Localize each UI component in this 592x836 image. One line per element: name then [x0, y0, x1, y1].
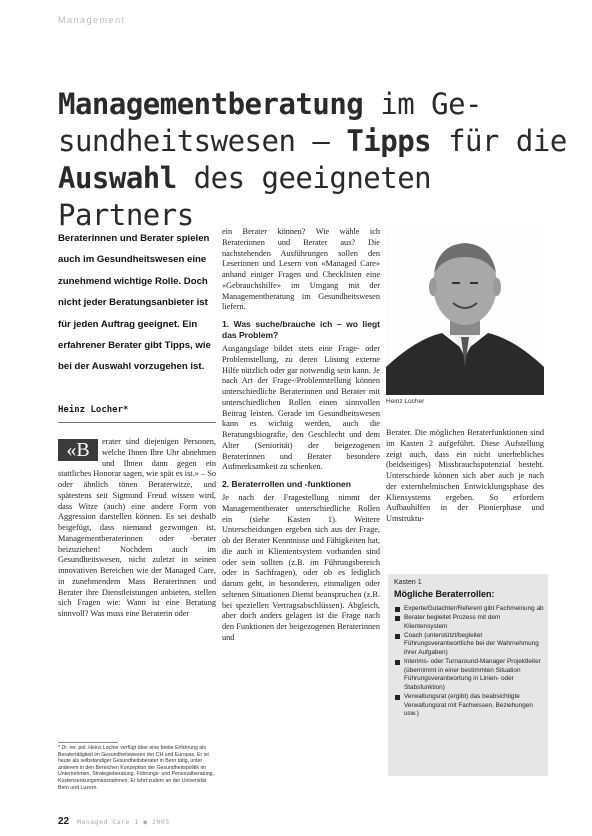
section-heading-1: 1. Was suche/brauche ich – wo liegt das Problem?	[222, 319, 380, 340]
section-rubric: Management	[58, 15, 126, 25]
box-label: Kasten 1	[394, 579, 422, 586]
column-1-text: erater sind diejenigen Personen, welche Ihnen Ihre Uhr abnehmen und Ihnen dann gegen ein stattliches Honorar sagen, wie spät es ist.» – So oder ähnlich tönen Beraterwitze, und spätestens seit Sigmund Freud wissen wird, dass Witze (auch) eine andere Form von Aggression darstellen können. Es sei deshalb beigefügt, dass niemand gezwungen ist, Managementberaterinnen oder -berater beizuziehen! Nochdem auch im Gesundheitswesen, nicht zuletzt in seinen innovativen Bereichen wie der Managed Care, in zunehmendem Mass Beraterinnen und Berater ihre Dienstleistungen anbieten, stellen sich Fragen wie: Wann ist eine Beratung sinnvoll? Was muss eine Beraterin oder	[58, 437, 216, 618]
list-item: Experte/Gutachter/Referent gibt Fachmeinung ab	[394, 605, 544, 614]
list-item: Verwaltungsrat (ergibt) das beabsichtigte Verwaltungsrat mit Fachwissen, Beziehungen usw.)	[394, 693, 544, 719]
portrait-image	[386, 227, 544, 395]
sidebar-box-beraterrollen	[388, 574, 548, 776]
article-title	[58, 86, 578, 234]
body-column-1	[58, 437, 216, 620]
author-name: Heinz Locher*	[58, 405, 129, 415]
section-1-text: Ausgangslage bildet stets eine Frage- oder Problemstellung, zu deren Lösung externe Hilfe nützlich oder gar notwendig sein kann. Je nach Art der Frage-/Problemstellung können unterschiedliche Beraterinnen und Berater mit unterschiedlichen Rollen einen sinnvollen Beitrag leisten. Gerade im Gesundheitswesen kann es wichtig werden, auch die Beratungsbiografie, den Geschlecht und dem Alter (Seniorität) der beigezogenen Beraterinnen und Berater besondere Aufmerksamkeit zu schenken.	[222, 344, 380, 472]
title-line3-bold: Auswahl	[58, 161, 177, 195]
author-footnote: * Dr. rer. pol. Heinz Locher verfügt über eine breite Erfahrung als Beratertätigkeit im Gesundheitswesen der CH und Europas. Er ist heute als selbständiger Gesundheitsberater in Bern tätig, unter anderem in den Bereichen Konzeption der Gesundheitspolitik im Unternehmen, Strategieberatung, Führungs- und Personalberatung, Kostensenkungsmassnahmen. Er lehrt zudem an der Universität Bern und Luzern.	[58, 745, 215, 791]
title-line2-start: sundheitswesen –	[58, 124, 347, 158]
body-column-3: Berater. Die möglichen Beraterfunktionen sind im Kasten 2 aufgeführt. Diese Aufstellung zeigt auch, dass ein nicht unerhebliches (beidseitiges) Missbrauchspotenzial besteht. Unterschiede können sich aber auch je nach der externhelmischen Entwicklungsphase des Kliensystems ergeben. So erfordern Aufbauhilfen in der Pionierphase und Umstruktu-	[386, 428, 544, 523]
title-line2-rest: für die	[431, 124, 567, 158]
section-heading-2: 2. Beraterrollen und -funktionen	[222, 479, 351, 489]
footnote-divider	[58, 742, 118, 743]
title-line1-bold: Managementberatung	[58, 87, 364, 121]
journal-name: Managed Care 1 ● 2005	[77, 818, 170, 826]
body-column-2	[222, 227, 380, 644]
title-line1-rest: im Ge-	[363, 87, 482, 121]
list-item: Berater begleitet Prozess mit dem Klientensystem	[394, 614, 544, 631]
column-2-intro: ein Berater können? Wie wähle ich Beraterinnen und Berater aus? Die nachstehenden Ausführungen sollen den Leserinnen und Lesern von «Managed Care» anhand einiger Fragen und Checklisten eine «Gebrauchshilfe» im Umgang mit der Managementberatung im Gesundheitswesen liefern.	[222, 227, 380, 312]
author-divider	[58, 422, 216, 423]
box-list	[394, 605, 544, 719]
drop-cap: «B	[58, 439, 98, 461]
section-2-text: Je nach der Fragestellung nimmt der Managementberater unterschiedliche Rollen ein (siehe Kasten 1). Weitere Unterscheidungen ergeben sich aus der Frage, ob der Berater Kenntnisse und Fähigkeiten hat, die auch in Kliententsystem vorhanden sind oder sein sollten (z.B. im Führungsbereich oder in Sachfragen), oder ob es lediglich darum geht, in besonderen, einmaligen oder seltenen Situationen Dienst beanspruchen (z.B. bei speziellen Vertragsabschlüssen). Abgleich, aber doch anders gelagert ist die Frage nach den Funktionen der beigezogenen Beraterinnen und	[222, 493, 380, 642]
lead-paragraph: Beraterinnen und Berater spielen auch im Gesundheitswesen eine zunehmend wichtige Rolle. Doch nicht jeder Beratungsanbieter ist für jeden Auftrag geeignet. Ein erfahrener Berater gibt Tipps, wie bei der Auswahl vorzugehen ist.	[58, 233, 211, 373]
page-number: 22	[58, 816, 70, 827]
list-item: Interims- oder Turnaround-Manager Projektleiter (übernimmt in einer bestimmten Situation Führungsverantwortung in Linien- oder Stabsfunktion)	[394, 658, 544, 692]
title-line3-rest: des geeigneten Partners	[58, 161, 432, 232]
photo-caption: Heinz Locher	[386, 398, 425, 405]
title-line2-bold: Tipps	[346, 124, 432, 158]
list-item: Coach (unterstützt/begleitet Führungsverantwortliche bei der Wahrnehmung ihrer Aufgaben)	[394, 632, 544, 658]
author-photo	[386, 227, 544, 395]
box-title: Mögliche Beraterrollen:	[394, 589, 495, 599]
